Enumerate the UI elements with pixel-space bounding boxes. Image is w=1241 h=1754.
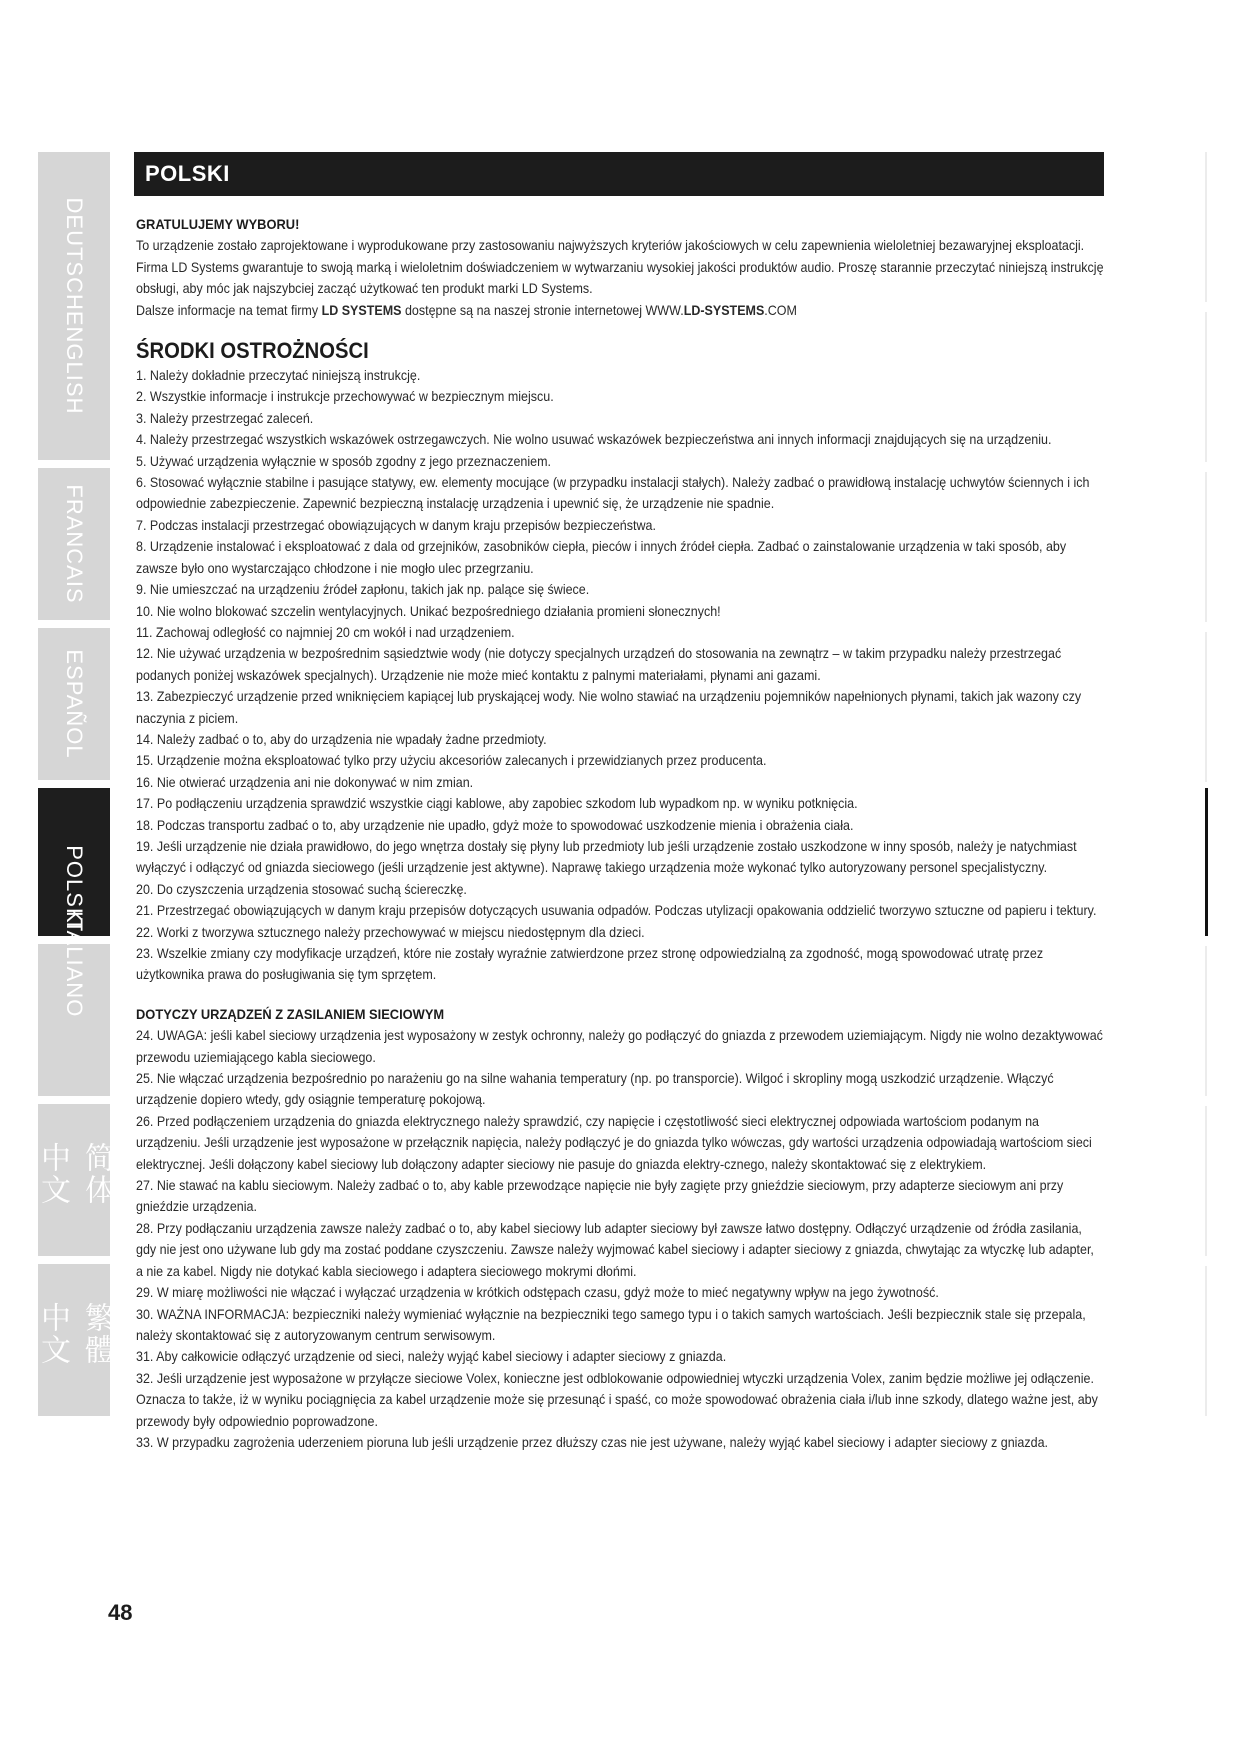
- list-item: 19. Jeśli urządzenie nie działa prawidłowo, do jego wnętrza dostały się płyny lub przedmioty lub jeśli urządzenie zostało uszkodzone w inny sposób, należy je natychmiast wyłączyć i odłączyć od gniazda sieciowego (jeśli urządzenie jest aktywne). Naprawę takiego urządzenia może wykonać tylko autoryzowany personel specjalistyczny.: [136, 838, 1077, 876]
- page-number: 48: [108, 1600, 133, 1625]
- list-item: 28. Przy podłączaniu urządzenia zawsze należy zadbać o to, aby kabel sieciowy lub adapter sieciowy był zawsze łatwo dostępny. Odłączyć urządzenie od źródła zasilania, gdy nie jest ono używane lub gdy ma zostać poddane czyszczeniu. Zawsze należy wyjmować kabel sieciowy i adapter sieciowy z gniazda, chwytając za wtyczkę lub adapter, a nie za kabel. Nigdy nie dotykać kabla sieciowego i adaptera sieciowego mokrymi dłońmi.: [136, 1220, 1094, 1279]
- list-item: 3. Należy przestrzegać zaleceń.: [136, 410, 314, 426]
- list-item: 5. Używać urządzenia wyłącznie w sposób zgodny z jego przeznaczeniem.: [136, 453, 552, 469]
- tab-polski-label: POLSKI: [62, 845, 87, 931]
- list-item: 9. Nie umieszczać na urządzeniu źródeł zapłonu, takich jak np. palące się świece.: [136, 582, 590, 598]
- list-item: 32. Jeśli urządzenie jest wyposażone w przyłącze sieciowe Volex, konieczne jest odblokowanie odpowiedniej wtyczki urządzenia Volex, zanim będzie możliwe jej odłączenie. Oznacza to także, iż w wyniku pociągnięcia za kabel urządzenie może się przesunąć i spaść, co może spowodować obrażenia ciała i/lub inne szkody, dlatego ważne jest, aby przewody były odpowiednio poprowadzone.: [136, 1370, 1098, 1429]
- page-title: POLSKI: [145, 161, 230, 186]
- tab-italiano[interactable]: [38, 910, 110, 1096]
- list-item: 31. Aby całkowicie odłączyć urządzenie od sieci, należy wyjąć kabel sieciowy i adapter sieciowy z gniazda.: [136, 1349, 727, 1365]
- intro-heading: GRATULUJEMY WYBORU!: [136, 216, 300, 232]
- list-item: 15. Urządzenie można eksploatować tylko przy użyciu akcesoriów zalecanych i przewidzianych przez producenta.: [136, 753, 767, 769]
- tab-deutsch-english-label: DEUTSCHENGLISH: [62, 197, 87, 415]
- edge-line: [1205, 1266, 1207, 1416]
- section-header-bar: [134, 152, 1104, 196]
- list-item: 26. Przed podłączeniem urządzenia do gniazda elektrycznego należy sprawdzić, czy napięcie i częstotliwość sieci elektrycznej odpowiada wartościom podanym na urządzeniu. Jeśli urządzenie jest wyposażone w przełącznik napięcia, należy podłączyć je do gniazda tylko wówczas, gdy wartości urządzenia odpowiadają wartościom sieci elektrycznej. Jeśli dołączony kabel sieciowy lub dołączony adapter sieciowy nie pasuje do gniazda elektry-cznego, należy skontaktować się z elektrykiem.: [136, 1113, 1092, 1172]
- website-link-bold[interactable]: LD-SYSTEMS: [683, 302, 765, 318]
- list-item: 16. Nie otwierać urządzenia ani nie dokonywać w nim zmian.: [136, 774, 474, 790]
- tab-traditional-chinese[interactable]: [35, 1264, 114, 1416]
- list-item: 25. Nie włączać urządzenia bezpośrednio po narażeniu go na silne wahania temperatury (np. po transporcie). Wilgoć i skropliny mogą uszkodzić urządzenie. Włączyć urządzenie dopiero wtedy, gdy osiągnie temperaturę pokojową.: [136, 1071, 1054, 1108]
- tab-simplified-chinese[interactable]: [35, 1104, 114, 1256]
- intro-more-middle: dostępne są na naszej stronie internetowej WWW.: [401, 302, 684, 318]
- intro-more: [136, 300, 1104, 321]
- list-item: 21. Przestrzegać obowiązujących w danym kraju przepisów dotyczących usuwania odpadów. Podczas utylizacji opakowania oddzielić tworzywo sztuczne od papieru i tektury.: [136, 903, 1097, 919]
- list-item: 17. Po podłączeniu urządzenia sprawdzić wszystkie ciągi kablowe, aby zapobiec szkodom lub wypadkom np. w wyniku potknięcia.: [136, 796, 858, 812]
- list-item: 29. W miarę możliwości nie włączać i wyłączać urządzenia w krótkich odstępach czasu, gdyż może to mieć negatywny wpływ na jego żywotność.: [136, 1285, 939, 1301]
- tab-simplified-chinese-label: 简体中文: [35, 1142, 114, 1206]
- edge-line: [1205, 472, 1207, 622]
- list-item: 18. Podczas transportu zadbać o to, aby urządzenie nie upadło, gdyż może to spowodować uszkodzenie mienia i obrażenia ciała.: [136, 817, 854, 833]
- list-item: 27. Nie stawać na kablu sieciowym. Należy zadbać o to, aby kable przewodzące napięcie nie były zagięte przy gnieździe sieciowym, przy adapterze sieciowym ani przy gnieździe urządzenia.: [136, 1178, 1064, 1215]
- list-item: 33. W przypadku zagrożenia uderzeniem pioruna lub jeśli urządzenie przez dłuższy czas nie jest używane, należy wyjąć kabel sieciowy i adapter sieciowy z gniazda.: [136, 1434, 1049, 1450]
- list-item: 12. Nie używać urządzenia w bezpośrednim sąsiedztwie wody (nie dotyczy specjalnych urządzeń do stosowania na zewnątrz – w takim przypadku należy przestrzegać podanych poniżej wskazówek specjalnych). Urządzenie nie może mieć kontaktu z palnymi materiałami, płynami ani gazami.: [136, 646, 1062, 683]
- list-item: 2. Wszystkie informacje i instrukcje przechowywać w bezpiecznym miejscu.: [136, 389, 554, 405]
- list-item: 20. Do czyszczenia urządzenia stosować suchą ściereczkę.: [136, 881, 467, 897]
- edge-line: [1205, 1106, 1207, 1256]
- list-item: 11. Zachowaj odległość co najmniej 20 cm wokół i nad urządzeniem.: [136, 624, 515, 640]
- edge-line-active: [1205, 788, 1208, 936]
- tab-deutsch-english[interactable]: [38, 152, 110, 460]
- precautions-list: [136, 365, 1104, 986]
- list-item: 6. Stosować wyłącznie stabilne i pasujące statywy, ew. elementy mocujące (w przypadku instalacji stałych). Należy zadbać o prawidłową instalację uchwytów ściennych i ich odpowiednie zabezpieczenie. Zapewnić bezpieczną instalację urządzenia i upewnić się, że urządzenie nie spadnie.: [136, 475, 1090, 512]
- list-item: 22. Worki z tworzywa sztucznego należy przechowywać w miejscu niedostępnym dla dzieci.: [136, 924, 645, 940]
- edge-line: [1205, 312, 1207, 462]
- list-item: 4. Należy przestrzegać wszystkich wskazówek ostrzegawczych. Nie wolno usuwać wskazówek bezpieczeństwa ani innych informacji znajdujących się na urządzeniu.: [136, 432, 1052, 448]
- website-link-suffix[interactable]: .COM: [764, 302, 797, 318]
- mains-heading: DOTYCZY URZĄDZEŃ Z ZASILANIEM SIECIOWYM: [136, 1005, 445, 1022]
- edge-line: [1205, 946, 1207, 1096]
- tab-espanol[interactable]: [38, 628, 110, 780]
- list-item: 10. Nie wolno blokować szczelin wentylacyjnych. Unikać bezpośredniego działania promieni słonecznych!: [136, 603, 721, 619]
- list-item: 1. Należy dokładnie przeczytać niniejszą instrukcję.: [136, 368, 421, 384]
- list-item: 14. Należy zadbać o to, aby do urządzenia nie wpadały żadne przedmioty.: [136, 731, 547, 747]
- main-content: [136, 214, 1104, 1453]
- precautions-heading: ŚRODKI OSTROŻNOŚCI: [136, 338, 369, 364]
- tab-francais-label: FRANCAIS: [62, 484, 87, 604]
- edge-line: [1205, 152, 1207, 302]
- intro-more-prefix: Dalsze informacje na temat firmy: [136, 302, 322, 318]
- brand-name: LD SYSTEMS: [321, 302, 402, 318]
- edge-line: [1205, 632, 1207, 782]
- tab-traditional-chinese-label: 繁體中文: [35, 1302, 114, 1366]
- list-item: 30. WAŻNA INFORMACJA: bezpieczniki należy wymieniać wyłącznie na bezpieczniki tego samego typu i o takich samych wartościach. Jeśli bezpiecznik stale się przepala, należy skontaktować się z autoryzowanym centrum serwisowym.: [136, 1306, 1086, 1343]
- tab-italiano-label: ITALIANO: [62, 910, 87, 1018]
- list-item: 24. UWAGA: jeśli kabel sieciowy urządzenia jest wyposażony w zestyk ochronny, należy go podłączyć do gniazda z przewodem uziemiającym. Nigdy nie wolno dezaktywować przewodu uziemiającego kabla sieciowego.: [136, 1028, 1103, 1065]
- list-item: 8. Urządzenie instalować i eksploatować z dala od grzejników, zasobników ciepła, pieców i innych źródeł ciepła. Zadbać o zainstalowanie urządzenia w taki sposób, aby zawsze było ono wystarczająco chłodzone i nie mogło ulec przegrzaniu.: [136, 539, 1067, 576]
- tab-francais[interactable]: [38, 468, 110, 620]
- list-item: 7. Podczas instalacji przestrzegać obowiązujących w danym kraju przepisów bezpieczeństwa.: [136, 517, 656, 533]
- intro-text: To urządzenie zostało zaprojektowane i wyprodukowane przy zastosowaniu najwyższych kryteriów jakościowych w celu zapewnienia wieloletniej bezawaryjnej eksploatacji. Firma LD Systems gwarantuje to swoją marką i wieloletnim doświadczeniem w wytwarzaniu wysokiej jakości produktów audio. Proszę starannie przeczytać niniejszą instrukcję obsługi, aby móc jak najszybciej zacząć użytkować ten produkt marki LD Systems.: [136, 238, 1104, 297]
- list-item: 13. Zabezpieczyć urządzenie przed wniknięciem kapiącej lub pryskającej wody. Nie wolno stawiać na urządzeniu pojemników napełnionych płynami, takich jak wazony czy naczynia z piciem.: [136, 689, 1082, 726]
- mains-list: [136, 1025, 1104, 1453]
- list-item: 23. Wszelkie zmiany czy modyfikacje urządzeń, które nie zostały wyraźnie zatwierdzone przez stronę odpowiedzialną za zgodność, mogą spowodować utratę przez użytkownika prawa do posługiwania się tym sprzętem.: [136, 946, 1044, 983]
- tab-espanol-label: ESPAÑOL: [62, 649, 87, 759]
